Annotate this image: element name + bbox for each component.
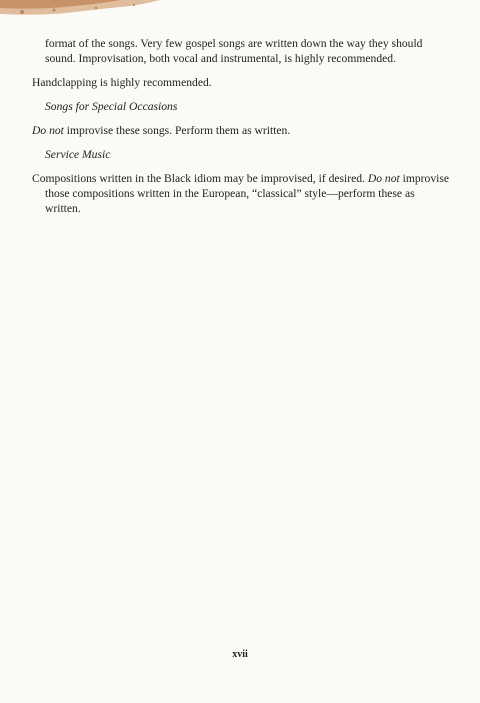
paragraph-handclapping-text: Handclapping is highly recommended. xyxy=(32,76,212,89)
paragraph-special-occasions-text: improvise these songs. Perform them as written. xyxy=(63,124,291,137)
heading-special-occasions: Songs for Special Occasions xyxy=(45,100,178,113)
paragraph-gospel-format xyxy=(32,36,452,66)
heading-service-music: Service Music xyxy=(45,148,111,161)
paragraph-service-music xyxy=(32,171,452,216)
page-number: xvii xyxy=(232,649,248,660)
emphasis-do-not: Do not xyxy=(32,124,64,137)
paragraph-special-occasions xyxy=(32,123,452,138)
paragraph-service-music-lead: Compositions written in the Black idiom may be improvised, if desired. xyxy=(32,172,368,185)
paragraph-handclapping xyxy=(32,75,452,90)
paragraph-gospel-format-text: format of the songs. Very few gospel songs are written down the way they should sound. Improvisation, both vocal and instrumental, is highly recommended. xyxy=(45,37,423,65)
paragraph-service-music-text: improvise those compositions written in the European, “classical” style—perform these as written. xyxy=(45,172,450,215)
page-corner-stain xyxy=(0,0,160,16)
emphasis-do-not: Do not xyxy=(367,172,400,185)
page-body xyxy=(32,36,452,225)
